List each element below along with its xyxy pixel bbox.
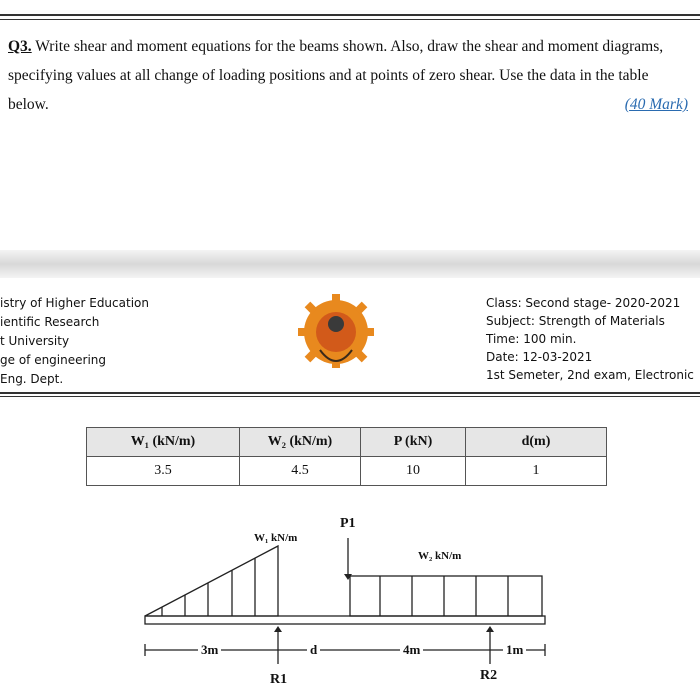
table-cell: 3.5: [87, 457, 240, 486]
class-info: Class: Second stage- 2020-2021: [486, 296, 681, 310]
exam-info: [486, 294, 694, 384]
institution-header: [0, 294, 149, 389]
top-rule-thin: [0, 19, 700, 20]
triangular-load: [145, 546, 278, 616]
date-info: Date: 12-03-2021: [486, 350, 593, 364]
question-label: Q3.: [8, 38, 32, 55]
dim-4m: 4m: [400, 642, 423, 658]
exam-info-line: 1st Semeter, 2nd exam, Electronic: [486, 368, 694, 382]
w2-label: W₂ kN/m: [418, 550, 462, 562]
page-separator: [0, 250, 700, 278]
table-row: [87, 457, 607, 486]
table-cell: 1: [466, 457, 607, 486]
dim-3m: 3m: [198, 642, 221, 658]
table-cell: 10: [361, 457, 466, 486]
table-cell: 4.5: [240, 457, 361, 486]
table-header: P (kN): [361, 428, 466, 457]
r2-label: R2: [480, 668, 498, 683]
header-rule-thin: [0, 396, 700, 397]
institution-line: t University: [0, 334, 70, 348]
r1-label: R1: [270, 672, 288, 687]
time-info: Time: 100 min.: [486, 332, 577, 346]
institution-line: ientific Research: [0, 315, 100, 329]
dim-d: d: [307, 642, 320, 658]
university-emblem-icon: [290, 290, 382, 382]
table-header: W₂ (kN/m): [240, 428, 361, 457]
institution-line: ge of engineering: [0, 353, 106, 367]
header-rule: [0, 392, 700, 394]
data-table: [86, 427, 607, 486]
institution-line: Eng. Dept.: [0, 372, 64, 386]
uniform-load: [350, 576, 542, 616]
beam: [145, 616, 545, 624]
top-rule: [0, 14, 700, 16]
subject-info: Subject: Strength of Materials: [486, 314, 665, 328]
w1-label: W₁ kN/m: [254, 532, 298, 544]
institution-line: istry of Higher Education: [0, 296, 149, 310]
dim-1m: 1m: [503, 642, 526, 658]
marks-label: (40 Mark): [624, 96, 688, 113]
question-text: Write shear and moment equations for the beams shown. Also, draw the shear and moment diagrams, specifying values at all change of loading positions and at points of zero shear. Use the data in the table below.: [8, 38, 664, 113]
table-header-row: [87, 428, 607, 457]
question-block: [8, 32, 688, 119]
table-header: d(m): [466, 428, 607, 457]
table-header: W₁ (kN/m): [87, 428, 240, 457]
p1-label: P1: [340, 516, 356, 531]
